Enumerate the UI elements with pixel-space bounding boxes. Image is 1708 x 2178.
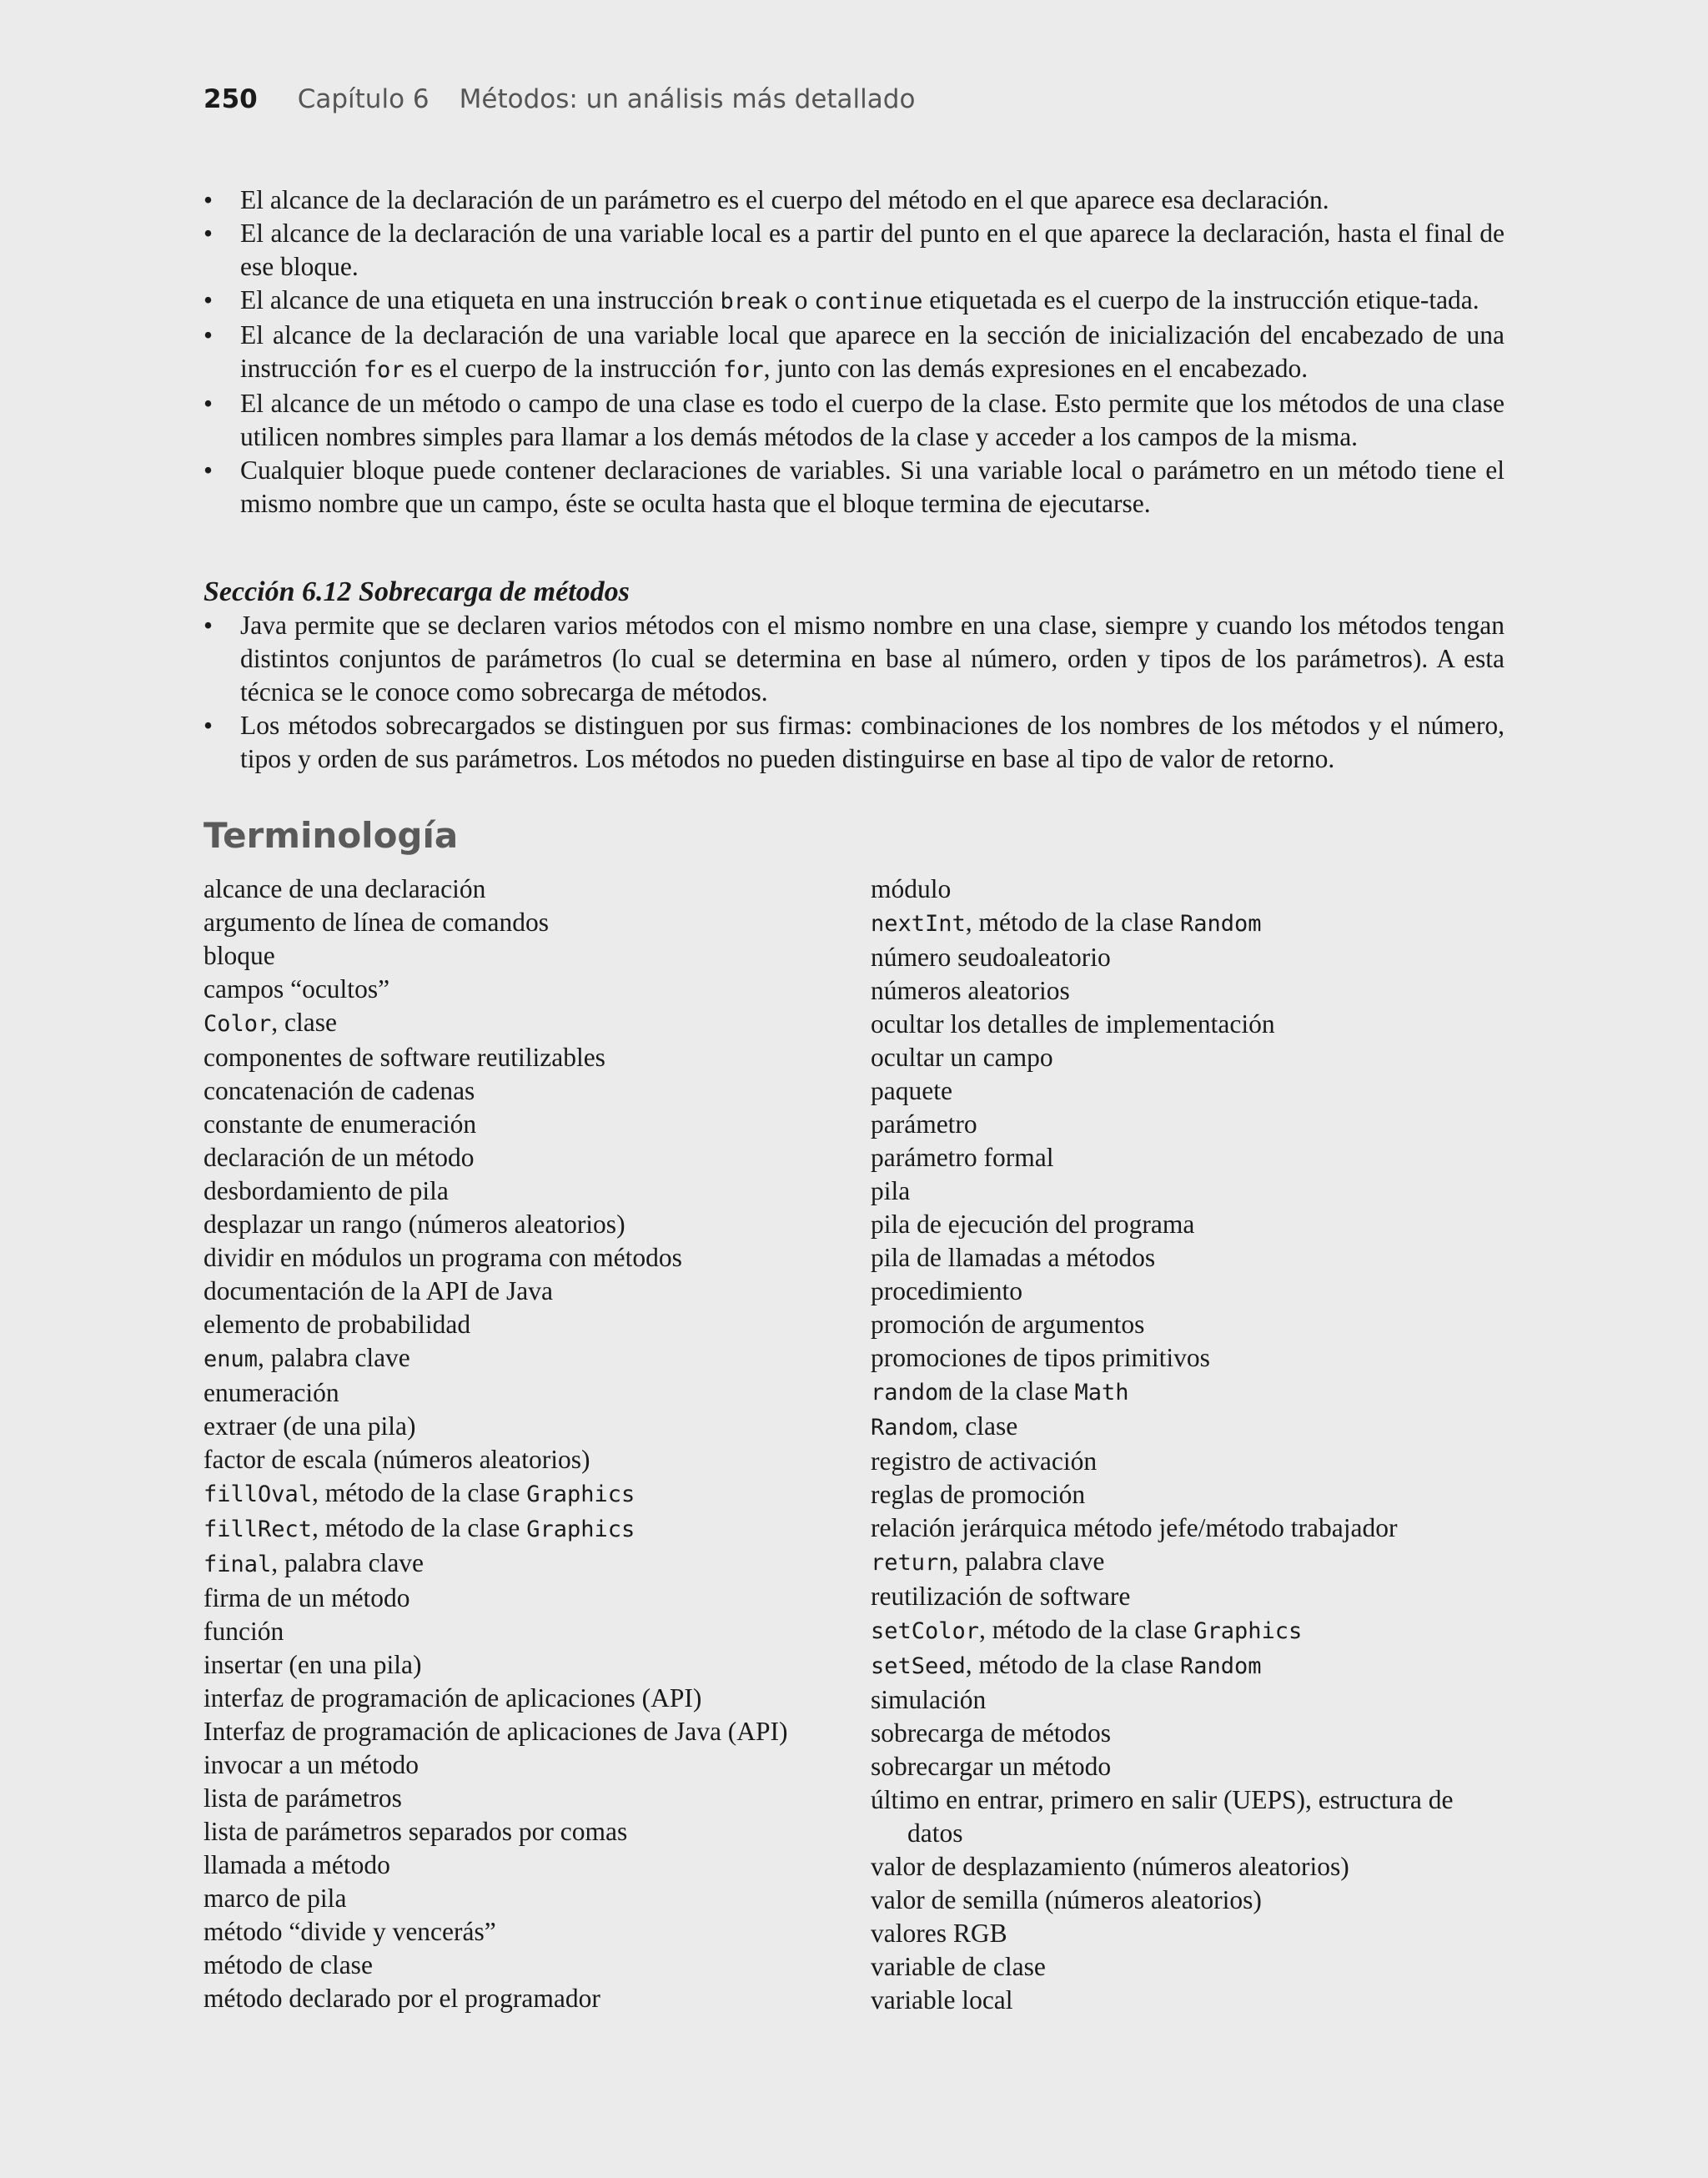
code-keyword: fillOval bbox=[203, 1481, 313, 1507]
code-keyword: setSeed bbox=[871, 1653, 966, 1679]
code-keyword: random bbox=[871, 1380, 952, 1406]
running-header bbox=[203, 80, 915, 118]
bullet-item: • El alcance de la declaración de una variable local que aparece en la sección de inicialización del encabezado de una instrucción for es el cuerpo de la instrucción for, junto con las demás expresiones en el encabezado. bbox=[203, 319, 1505, 387]
term-entry: variable local bbox=[871, 1985, 1013, 2015]
term-entry: ocultar un campo bbox=[871, 1043, 1053, 1072]
term-entry: sobrecarga de métodos bbox=[871, 1718, 1112, 1748]
term-entry: marco de pila bbox=[203, 1884, 347, 1913]
term-entry: último en entrar, primero en salir (UEPS), estructura de datos bbox=[871, 1785, 1454, 1848]
code-keyword: enum bbox=[203, 1346, 259, 1372]
term-entry: firma de un método bbox=[203, 1583, 410, 1612]
term-entry: setColor, método de la clase Graphics bbox=[871, 1615, 1303, 1644]
term-entry: números aleatorios bbox=[871, 976, 1070, 1005]
term-entry: concatenación de cadenas bbox=[203, 1076, 475, 1105]
bullet-item: • El alcance de la declaración de un parámetro es el cuerpo del método en el que aparece esa declaración. bbox=[203, 184, 1505, 217]
term-entry: registro de activación bbox=[871, 1446, 1098, 1476]
term-entry: pila bbox=[871, 1176, 911, 1205]
term-entry: declaración de un método bbox=[203, 1143, 475, 1172]
term-entry: reutilización de software bbox=[871, 1582, 1131, 1611]
bullet-item: • El alcance de la declaración de una variable local es a partir del punto en el que aparece la declaración, hasta el final de ese bloque. bbox=[203, 217, 1505, 284]
term-entry: dividir en módulos un programa con métodos bbox=[203, 1243, 682, 1272]
bullet-item: • El alcance de un método o campo de una clase es todo el cuerpo de la clase. Esto permite que los métodos de una clase utilicen nombres simples para llamar a los demás métodos de la clase y acceder a los campos de la misma. bbox=[203, 387, 1505, 454]
term-entry: pila de llamadas a métodos bbox=[871, 1243, 1156, 1272]
bullet-item: • Cualquier bloque puede contener declaraciones de variables. Si una variable local o parámetro en un método tiene el mismo nombre que un campo, éste se oculta hasta que el bloque termina de ejecutarse. bbox=[203, 454, 1505, 521]
code-keyword: Random bbox=[1179, 911, 1262, 937]
bullet-item: • Los métodos sobrecargados se distinguen por sus firmas: combinaciones de los nombres de los métodos y el número, tipos y orden de sus parámetros. Los métodos no pueden distinguirse en base al tipo de valor de retorno. bbox=[203, 709, 1505, 776]
term-entry: método “divide y vencerás” bbox=[203, 1917, 496, 1946]
term-entry: alcance de una declaración bbox=[203, 874, 486, 903]
code-keyword: Random bbox=[1179, 1653, 1262, 1679]
term-entry: llamada a método bbox=[203, 1850, 390, 1879]
scope-bullet-list bbox=[203, 184, 1505, 521]
term-entry: parámetro bbox=[871, 1109, 977, 1139]
code-keyword: return bbox=[871, 1550, 952, 1576]
term-entry: fillOval, método de la clase Graphics bbox=[203, 1478, 635, 1507]
code-keyword: Graphics bbox=[1193, 1618, 1303, 1644]
term-entry: valores RGB bbox=[871, 1919, 1007, 1948]
term-entry: número seudoaleatorio bbox=[871, 943, 1111, 972]
term-entry: Color, clase bbox=[203, 1008, 337, 1037]
term-entry: variable de clase bbox=[871, 1952, 1046, 1981]
term-entry: random de la clase Math bbox=[871, 1376, 1129, 1406]
term-entry: factor de escala (números aleatorios) bbox=[203, 1445, 590, 1474]
code-keyword: fillRect bbox=[203, 1517, 313, 1542]
term-entry: desbordamiento de pila bbox=[203, 1176, 449, 1205]
term-entry: paquete bbox=[871, 1076, 952, 1105]
bullet-item: • El alcance de una etiqueta en una instrucción break o continue etiquetada es el cuerpo de la instrucción etique-tada. bbox=[203, 284, 1505, 319]
term-entry: pila de ejecución del programa bbox=[871, 1210, 1195, 1239]
term-entry: enum, palabra clave bbox=[203, 1343, 410, 1372]
terminology-column-right bbox=[871, 873, 1505, 2017]
term-entry: promociones de tipos primitivos bbox=[871, 1343, 1210, 1372]
term-entry: argumento de línea de comandos bbox=[203, 908, 550, 937]
term-entry: módulo bbox=[871, 874, 952, 903]
term-entry: nextInt, método de la clase Random bbox=[871, 908, 1262, 937]
term-entry: método declarado por el programador bbox=[203, 1984, 600, 2013]
term-entry: procedimiento bbox=[871, 1276, 1022, 1305]
terminology-column-left bbox=[203, 873, 854, 2015]
term-entry: extraer (de una pila) bbox=[203, 1411, 416, 1441]
code-keyword: Color bbox=[203, 1011, 272, 1037]
term-entry: función bbox=[203, 1617, 284, 1646]
term-entry: Interfaz de programación de aplicaciones de Java (API) bbox=[203, 1717, 788, 1746]
term-entry: final, palabra clave bbox=[203, 1548, 424, 1577]
term-entry: simulación bbox=[871, 1685, 987, 1714]
term-entry: reglas de promoción bbox=[871, 1480, 1086, 1509]
term-entry: return, palabra clave bbox=[871, 1547, 1105, 1576]
term-entry: componentes de software reutilizables bbox=[203, 1043, 605, 1072]
term-entry: elemento de probabilidad bbox=[203, 1310, 471, 1339]
term-entry: promoción de argumentos bbox=[871, 1310, 1145, 1339]
term-entry: campos “ocultos” bbox=[203, 974, 390, 1003]
term-entry: enumeración bbox=[203, 1378, 339, 1407]
term-entry: sobrecargar un método bbox=[871, 1752, 1112, 1781]
overload-bullet-list bbox=[203, 609, 1505, 776]
term-entry: fillRect, método de la clase Graphics bbox=[203, 1513, 635, 1542]
term-entry: insertar (en una pila) bbox=[203, 1650, 422, 1679]
bullet-item: • Java permite que se declaren varios métodos con el mismo nombre en una clase, siempre y cuando los métodos tengan distintos conjuntos de parámetros (lo cual se determina en base al número, orden y tipos de los parámetros). A esta técnica se le conoce como sobrecarga de métodos. bbox=[203, 609, 1505, 709]
term-entry: interfaz de programación de aplicaciones (API) bbox=[203, 1683, 702, 1713]
code-keyword: break bbox=[720, 289, 788, 314]
code-keyword: continue bbox=[814, 289, 923, 314]
term-entry: valor de desplazamiento (números aleatorios) bbox=[871, 1852, 1349, 1881]
term-entry: relación jerárquica método jefe/método trabajador bbox=[871, 1513, 1398, 1542]
term-entry: desplazar un rango (números aleatorios) bbox=[203, 1210, 625, 1239]
term-entry: bloque bbox=[203, 941, 275, 970]
page-number: 250 bbox=[203, 84, 258, 114]
terminology-heading: Terminología bbox=[203, 815, 459, 856]
code-keyword: Graphics bbox=[526, 1481, 635, 1507]
term-entry: método de clase bbox=[203, 1950, 373, 1979]
term-entry: valor de semilla (números aleatorios) bbox=[871, 1885, 1262, 1914]
term-entry: invocar a un método bbox=[203, 1750, 419, 1779]
code-keyword: for bbox=[363, 357, 404, 383]
code-keyword: Math bbox=[1074, 1380, 1129, 1406]
term-entry: parámetro formal bbox=[871, 1143, 1054, 1172]
term-entry: lista de parámetros bbox=[203, 1783, 402, 1813]
code-keyword: setColor bbox=[871, 1618, 980, 1644]
term-entry: lista de parámetros separados por comas bbox=[203, 1817, 628, 1846]
code-keyword: nextInt bbox=[871, 911, 966, 937]
section-heading: Sección 6.12 Sobrecarga de métodos bbox=[203, 576, 630, 607]
code-keyword: Random bbox=[871, 1415, 952, 1441]
term-entry: ocultar los detalles de implementación bbox=[871, 1009, 1275, 1039]
term-entry: documentación de la API de Java bbox=[203, 1276, 553, 1305]
term-entry: setSeed, método de la clase Random bbox=[871, 1650, 1262, 1679]
chapter-label: Capítulo 6 bbox=[297, 84, 430, 114]
code-keyword: for bbox=[722, 357, 764, 383]
term-entry: constante de enumeración bbox=[203, 1109, 477, 1139]
term-entry: Random, clase bbox=[871, 1411, 1018, 1441]
code-keyword: final bbox=[203, 1552, 272, 1577]
chapter-title: Métodos: un análisis más detallado bbox=[459, 84, 916, 114]
code-keyword: Graphics bbox=[526, 1517, 635, 1542]
